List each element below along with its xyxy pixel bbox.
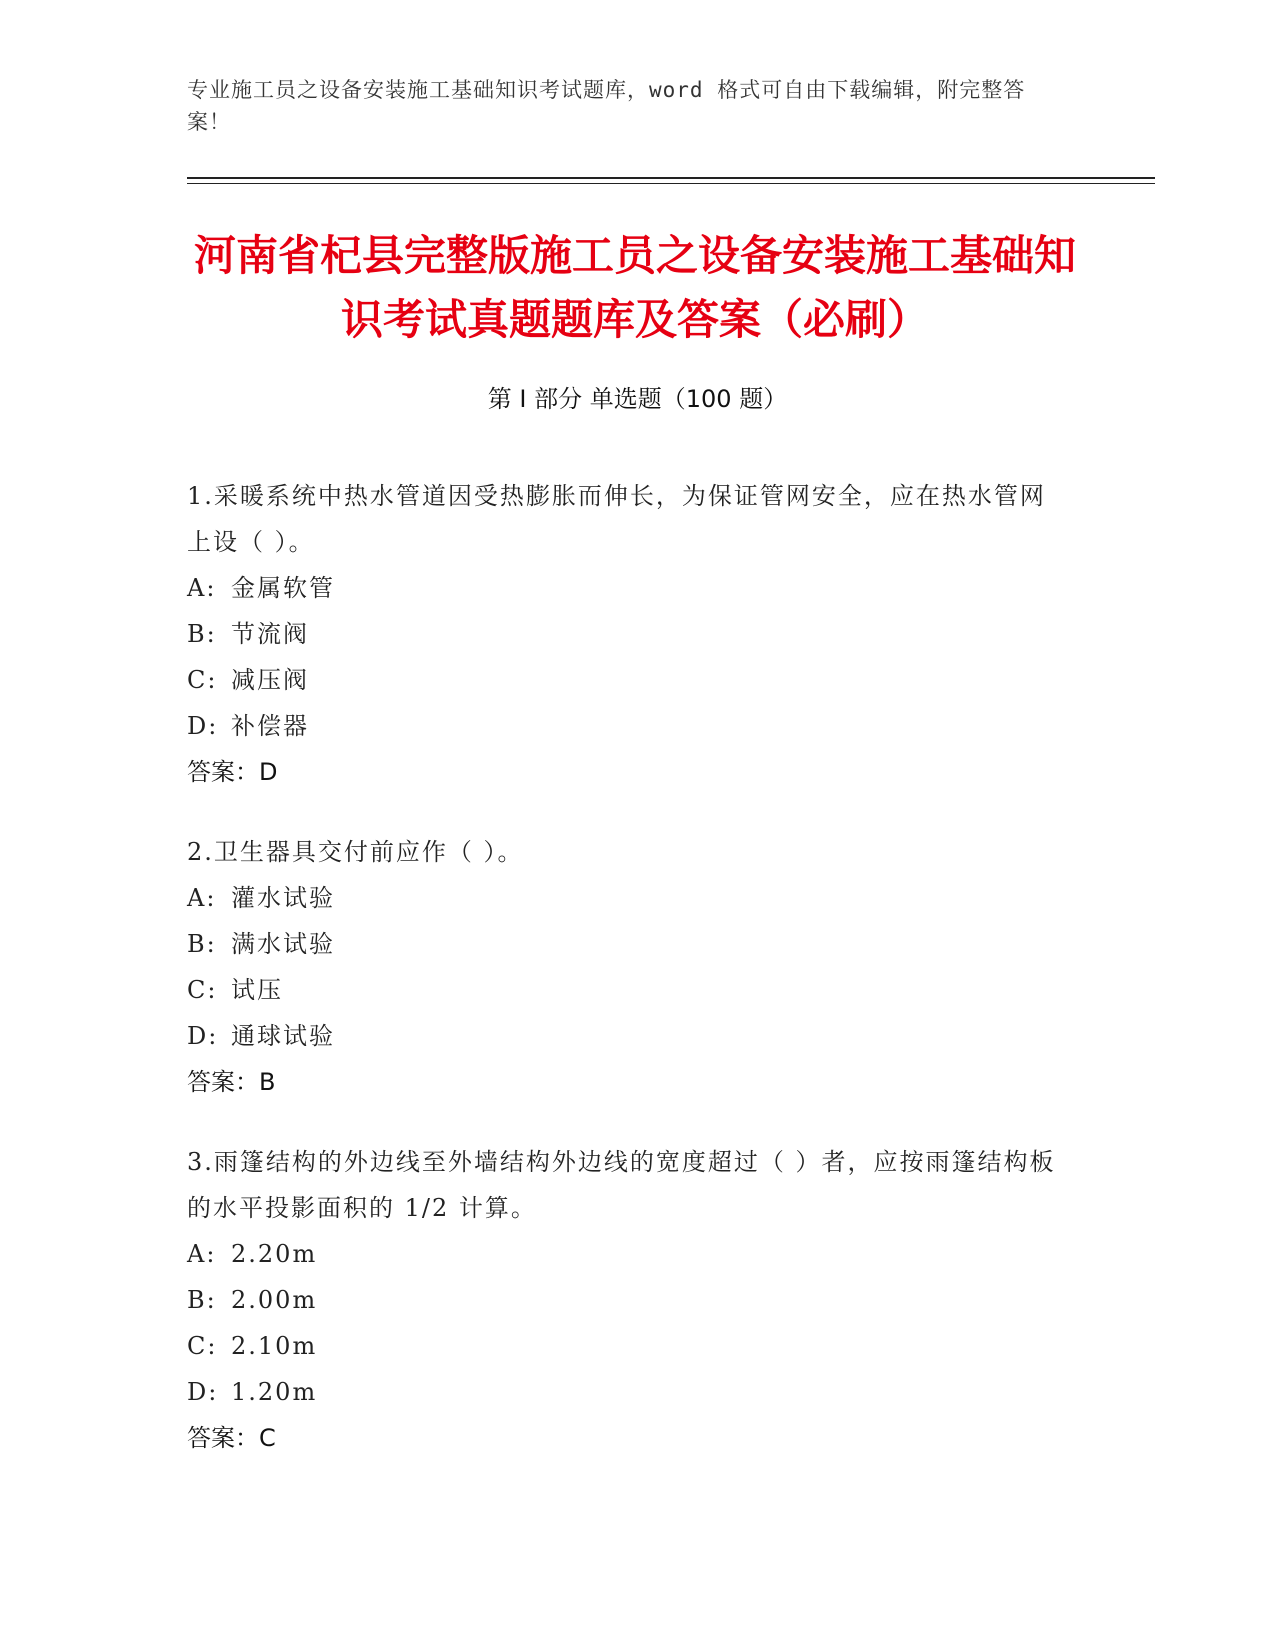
option-text: 2.20m [231,1240,318,1268]
option-text: 2.00m [231,1286,318,1314]
option-c [187,657,1067,703]
option-key: A: [187,1240,217,1268]
question-stem: 3.雨篷结构的外边线至外墙结构外边线的宽度超过（ ）者，应按雨篷结构板的水平投影面积的 1/2 计算。 [187,1148,1056,1222]
option-text: 满水试验 [231,930,335,958]
option-key: A: [187,884,217,912]
option-a [187,565,1067,611]
option-key: A: [187,574,217,602]
option-text: 通球试验 [231,1022,335,1050]
header-rule-thin [187,183,1155,184]
question-stem: 1.采暖系统中热水管道因受热膨胀而伸长，为保证管网安全，应在热水管网上设（ ）。 [187,482,1046,556]
option-text: 2.10m [231,1332,318,1360]
option-text: 补偿器 [231,712,309,740]
option-a [187,1231,1067,1277]
option-b [187,1277,1067,1323]
option-text: 减压阀 [231,666,309,694]
question-2 [187,829,1067,1105]
option-text: 试压 [231,976,283,1004]
option-key: D: [187,712,219,740]
option-d [187,1013,1067,1059]
section-heading: 第 I 部分 单选题（100 题） [487,385,788,413]
question-stem: 2.卫生器具交付前应作（ ）。 [187,838,524,866]
question-3 [187,1139,1067,1461]
option-d [187,703,1067,749]
option-key: D: [187,1022,219,1050]
option-b [187,611,1067,657]
option-c [187,1323,1067,1369]
question-list [187,473,1067,1495]
option-b [187,921,1067,967]
answer-line: 答案：C [187,1424,276,1452]
option-key: B: [187,930,217,958]
option-key: B: [187,620,217,648]
option-a [187,875,1067,921]
answer-line: 答案：B [187,1068,276,1096]
option-key: B: [187,1286,217,1314]
answer-line: 答案：D [187,758,278,786]
option-d [187,1369,1067,1415]
option-key: C: [187,1332,218,1360]
document-title: 河南省杞县完整版施工员之设备安装施工基础知识考试真题题库及答案（必刷） [193,231,1076,344]
header-rule [187,177,1155,179]
option-text: 节流阀 [231,620,309,648]
option-key: C: [187,976,218,1004]
option-text: 1.20m [231,1378,318,1406]
option-key: D: [187,1378,219,1406]
option-text: 灌水试验 [231,884,335,912]
option-c [187,967,1067,1013]
option-key: C: [187,666,218,694]
header-note: 专业施工员之设备安装施工基础知识考试题库，word 格式可自由下载编辑，附完整答案！ [187,78,1026,134]
question-1 [187,473,1067,795]
option-text: 金属软管 [231,574,335,602]
